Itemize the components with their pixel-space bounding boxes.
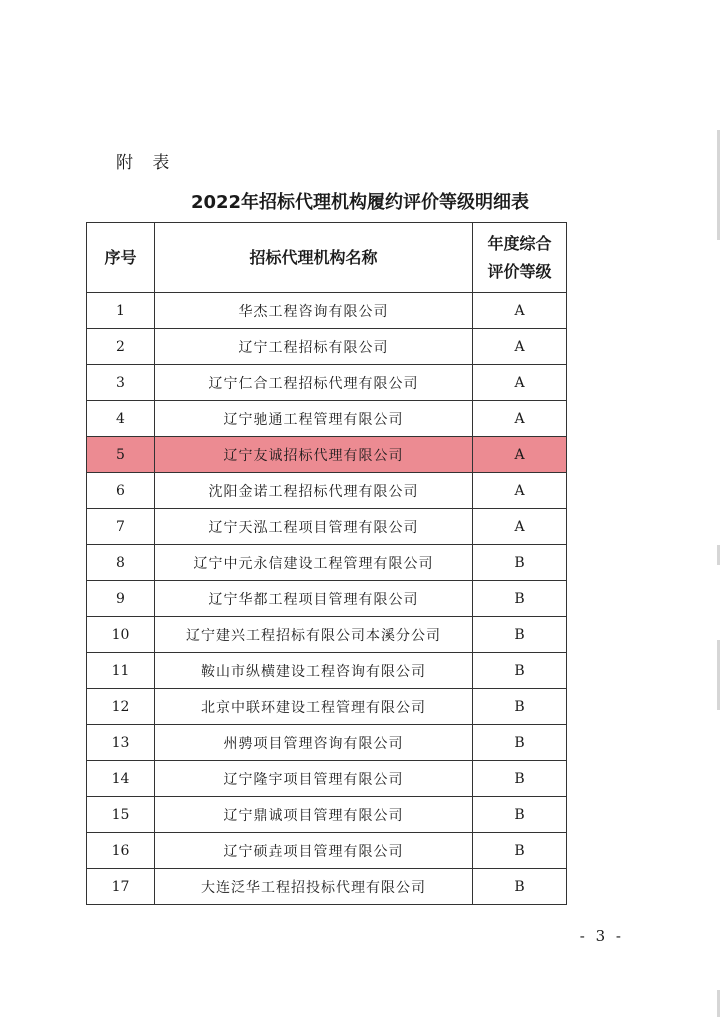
row-index: 8 bbox=[87, 545, 155, 581]
row-grade: B bbox=[473, 689, 567, 725]
row-grade: A bbox=[473, 437, 567, 473]
row-agency-name: 辽宁建兴工程招标有限公司本溪分公司 bbox=[155, 617, 473, 653]
row-grade: B bbox=[473, 581, 567, 617]
row-index: 16 bbox=[87, 833, 155, 869]
row-grade: B bbox=[473, 653, 567, 689]
row-index: 12 bbox=[87, 689, 155, 725]
page-number: - 3 - bbox=[579, 927, 624, 945]
row-index: 10 bbox=[87, 617, 155, 653]
row-index: 4 bbox=[87, 401, 155, 437]
evaluation-table bbox=[86, 222, 567, 905]
row-index: 11 bbox=[87, 653, 155, 689]
table-row bbox=[87, 329, 567, 365]
table-row bbox=[87, 365, 567, 401]
row-grade: B bbox=[473, 869, 567, 905]
table-row bbox=[87, 869, 567, 905]
header-grade-line1: 年度综合 bbox=[487, 233, 552, 253]
table-row bbox=[87, 473, 567, 509]
row-agency-name: 辽宁仁合工程招标代理有限公司 bbox=[155, 365, 473, 401]
row-agency-name: 沈阳金诺工程招标代理有限公司 bbox=[155, 473, 473, 509]
table-row bbox=[87, 761, 567, 797]
header-grade-line2: 评价等级 bbox=[487, 261, 552, 281]
row-agency-name: 大连泛华工程招投标代理有限公司 bbox=[155, 869, 473, 905]
row-agency-name: 辽宁硕垚项目管理有限公司 bbox=[155, 833, 473, 869]
row-agency-name: 辽宁隆宇项目管理有限公司 bbox=[155, 761, 473, 797]
row-grade: A bbox=[473, 473, 567, 509]
row-grade: A bbox=[473, 293, 567, 329]
appendix-label: 附 表 bbox=[116, 153, 177, 173]
row-index: 7 bbox=[87, 509, 155, 545]
header-name: 招标代理机构名称 bbox=[155, 223, 473, 293]
table-row bbox=[87, 617, 567, 653]
table-row bbox=[87, 797, 567, 833]
row-index: 3 bbox=[87, 365, 155, 401]
table-row bbox=[87, 653, 567, 689]
table-row bbox=[87, 293, 567, 329]
row-grade: A bbox=[473, 365, 567, 401]
row-agency-name: 辽宁天泓工程项目管理有限公司 bbox=[155, 509, 473, 545]
row-grade: B bbox=[473, 797, 567, 833]
row-index: 5 bbox=[87, 437, 155, 473]
row-index: 1 bbox=[87, 293, 155, 329]
row-index: 14 bbox=[87, 761, 155, 797]
row-agency-name: 华杰工程咨询有限公司 bbox=[155, 293, 473, 329]
row-grade: A bbox=[473, 329, 567, 365]
row-agency-name: 辽宁工程招标有限公司 bbox=[155, 329, 473, 365]
row-grade: B bbox=[473, 545, 567, 581]
table-row bbox=[87, 437, 567, 473]
row-grade: B bbox=[473, 833, 567, 869]
row-agency-name: 鞍山市纵横建设工程咨询有限公司 bbox=[155, 653, 473, 689]
row-grade: B bbox=[473, 725, 567, 761]
row-agency-name: 辽宁华都工程项目管理有限公司 bbox=[155, 581, 473, 617]
header-grade bbox=[473, 223, 567, 293]
header-index: 序号 bbox=[87, 223, 155, 293]
row-grade: B bbox=[473, 761, 567, 797]
row-agency-name: 辽宁友诚招标代理有限公司 bbox=[155, 437, 473, 473]
row-agency-name: 州骋项目管理咨询有限公司 bbox=[155, 725, 473, 761]
row-index: 9 bbox=[87, 581, 155, 617]
row-grade: A bbox=[473, 509, 567, 545]
row-agency-name: 辽宁鼎诚项目管理有限公司 bbox=[155, 797, 473, 833]
row-index: 13 bbox=[87, 725, 155, 761]
document-title: 2022年招标代理机构履约评价等级明细表 bbox=[190, 192, 530, 213]
row-index: 17 bbox=[87, 869, 155, 905]
row-index: 6 bbox=[87, 473, 155, 509]
row-agency-name: 辽宁驰通工程管理有限公司 bbox=[155, 401, 473, 437]
table-row bbox=[87, 401, 567, 437]
row-agency-name: 辽宁中元永信建设工程管理有限公司 bbox=[155, 545, 473, 581]
row-index: 15 bbox=[87, 797, 155, 833]
table-row bbox=[87, 545, 567, 581]
row-index: 2 bbox=[87, 329, 155, 365]
table-row bbox=[87, 833, 567, 869]
table-row bbox=[87, 689, 567, 725]
table-header-row bbox=[87, 223, 567, 293]
table-row bbox=[87, 725, 567, 761]
table-row bbox=[87, 509, 567, 545]
row-grade: B bbox=[473, 617, 567, 653]
table-row bbox=[87, 581, 567, 617]
row-grade: A bbox=[473, 401, 567, 437]
row-agency-name: 北京中联环建设工程管理有限公司 bbox=[155, 689, 473, 725]
